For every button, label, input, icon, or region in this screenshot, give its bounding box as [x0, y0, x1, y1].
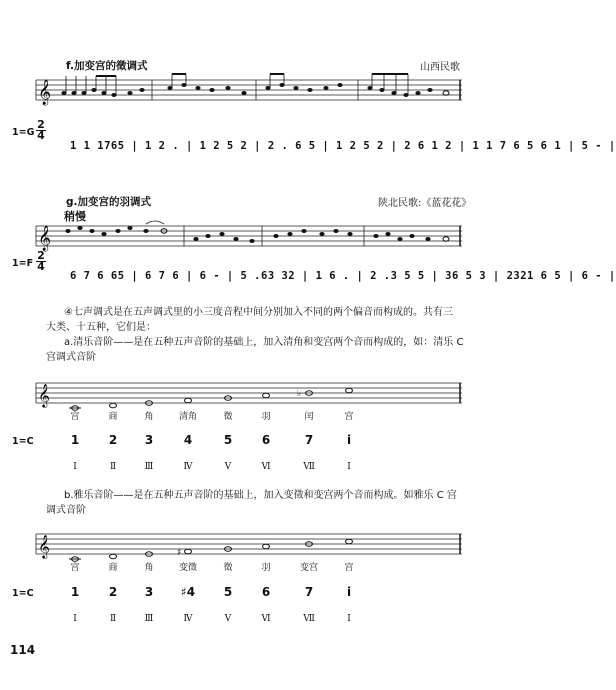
treble-clef-icon: 𝄞: [38, 383, 50, 407]
section-f-key: 1=G: [12, 127, 35, 138]
staff-f: [0, 72, 496, 108]
treble-clef-icon: 𝄞: [38, 80, 52, 105]
scale-a-name: 宫: [70, 412, 80, 422]
scale-a-roman: Ⅰ: [73, 462, 77, 472]
section-f-source: 山西民歌: [420, 62, 460, 73]
scale-a-name: 角: [144, 412, 154, 422]
page-number: 114: [10, 643, 36, 657]
scale-b-number: 6: [261, 585, 271, 599]
scale-a-name: 商: [108, 412, 118, 422]
scale-a-number: i: [346, 433, 352, 447]
scale-a-number: 2: [108, 433, 118, 447]
scale-a-roman: Ⅴ: [224, 462, 232, 472]
scale-b-name: 宫: [344, 563, 354, 573]
scale-a-name: 闰: [304, 412, 314, 422]
scale-b-number: 2: [108, 585, 118, 599]
scale-b-name: 宫: [70, 563, 80, 573]
scale-b-name: 变宫: [299, 563, 318, 573]
scale-b-key: 1=C: [12, 588, 34, 599]
scale-b-roman: Ⅵ: [261, 614, 271, 624]
scale-b-name: 徵: [223, 563, 233, 573]
scale-b-roman: Ⅱ: [109, 614, 117, 624]
staff-scale-b: [0, 528, 496, 560]
paragraph-seven-tone: ④七声调式是在五声调式里的小三度音程中间分别加入不同的两个偏音而构成的。共有三 大类、十五种，它们是： a.清乐音阶——是在五种五声音阶的基础上，加入清角和变宫两个音而构成的，如：清乐 C 宫调式音阶: [46, 307, 464, 363]
scale-a-key: 1=C: [12, 436, 34, 447]
scale-a-number: 3: [144, 433, 154, 447]
scale-b-number: i: [346, 585, 352, 599]
staff-scale-a: [0, 377, 496, 409]
section-f-jianpu: 1 1 1765 | 1 2 . | 1 2 5 2 | 2 . 6 5 | 1 2 5 2 | 2 6 1 2 | 1 1 7 6 5 6 1 | 5 - |: [70, 140, 616, 152]
treble-clef-icon: 𝄞: [38, 534, 50, 558]
scale-a-name: 宫: [344, 412, 354, 422]
scale-b-roman: Ⅶ: [303, 614, 315, 624]
section-f-title: f.加变宫的徵调式: [66, 60, 148, 72]
scale-b-roman: Ⅰ: [347, 614, 351, 624]
scale-a-number: 6: [261, 433, 271, 447]
scale-a-roman: Ⅱ: [109, 462, 117, 472]
scale-a-number: 5: [223, 433, 233, 447]
scale-b-name: 角: [144, 563, 154, 573]
scale-a-number: 7: [304, 433, 314, 447]
scale-a-number: 1: [70, 433, 80, 447]
scale-b-name: 变徵: [178, 563, 197, 573]
section-g-meter: $\frac{2}{4}$: [37, 249, 45, 273]
section-g-key: 1=F: [12, 258, 34, 269]
scale-b-number: ♯4: [180, 585, 196, 599]
scale-b-name: 羽: [261, 563, 271, 573]
sharp-icon: ♯: [177, 548, 182, 558]
scale-a-roman: Ⅲ: [144, 462, 154, 472]
scale-b-name: 商: [108, 563, 118, 573]
scale-a-name: 清角: [178, 412, 197, 422]
flat-icon: ♭: [297, 389, 302, 399]
scale-a-roman: Ⅳ: [183, 462, 193, 472]
section-g-source: 陕北民歌:《蓝花花》: [378, 198, 472, 209]
section-f-meter: $\frac{2}{4}$: [37, 118, 45, 142]
scale-a-number: 4: [183, 433, 193, 447]
staff-g: [0, 218, 496, 254]
scale-b-number: 7: [304, 585, 314, 599]
treble-clef-icon: 𝄞: [38, 226, 52, 251]
scale-b-roman: Ⅰ: [73, 614, 77, 624]
scale-b-roman: Ⅲ: [144, 614, 154, 624]
scale-a-roman: Ⅰ: [347, 462, 351, 472]
scale-b-roman: Ⅴ: [224, 614, 232, 624]
scale-a-roman: Ⅶ: [303, 462, 315, 472]
paragraph-yayue: b.雅乐音阶——是在五种五声音阶的基础上，加入变徵和变宫两个音而构成。如雅乐 C 宫 调式音阶: [46, 490, 457, 516]
section-g-title: g.加变宫的羽调式: [66, 196, 152, 208]
section-g-jianpu: 6 7 6 65 | 6 7 6 | 6 - | 5 .63 32 | 1 6 . | 2 .3 5 5 | 36 5 3 | 2321 6 5 | 6 - |: [70, 270, 616, 282]
scale-b-roman: Ⅳ: [183, 614, 193, 624]
scale-a-roman: Ⅵ: [261, 462, 271, 472]
scale-b-number: 3: [144, 585, 154, 599]
scale-b-number: 1: [70, 585, 80, 599]
section-g-tempo: 稍慢: [64, 210, 86, 223]
scale-b-number: 5: [223, 585, 233, 599]
scale-a-name: 徵: [223, 412, 233, 422]
scale-a-name: 羽: [261, 412, 271, 422]
